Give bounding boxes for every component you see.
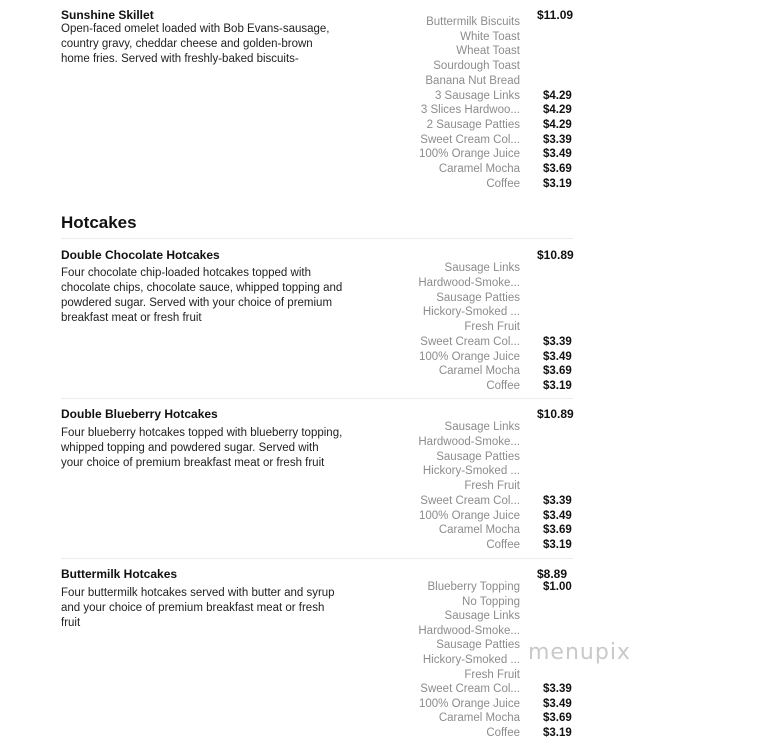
option-price: $1.00 [543,581,572,593]
option-price: $4.29 [543,118,572,131]
option-price: $3.19 [543,380,572,392]
option-label: Hardwood-Smoke... [418,624,520,637]
option-price: $3.39 [543,683,572,696]
option-label: Fresh Fruit [464,321,520,333]
option-label: Caramel Mocha [438,524,520,537]
item-name: Double Blueberry Hotcakes [61,407,218,421]
option-label: Sweet Cream Col... [420,494,520,507]
option-label: Hickory-Smoked ... [422,465,520,478]
item-divider [61,398,573,399]
option-price: $3.39 [543,133,572,146]
option-label: Sausage Links [444,421,520,433]
option-label: Hickory-Smoked ... [422,306,520,319]
option-label: Sausage Patties [436,639,520,652]
item-description: Four buttermilk hotcakes served with butter and syrup and your choice of premium breakfast meat or fresh fruit [61,587,335,629]
option-label: Buttermilk Biscuits [426,16,520,28]
option-label: 3 Slices Hardwoo... [420,104,520,117]
section-heading: Hotcakes [61,213,137,232]
option-label: 100% Orange Juice [418,148,520,161]
item-price: $10.89 [537,248,574,262]
option-price: $3.49 [543,350,572,363]
option-label: Fresh Fruit [464,480,520,492]
option-label: 100% Orange Juice [418,509,520,522]
item-name: Double Chocolate Hotcakes [61,248,220,262]
option-price: $3.19 [543,177,572,190]
option-label: 3 Sausage Links [434,89,520,102]
option-price: $3.39 [543,335,572,348]
option-price: $3.69 [543,365,572,378]
option-label: Sourdough Toast [433,60,520,73]
item-price: $10.89 [537,407,574,421]
option-label: Hickory-Smoked ... [422,654,520,666]
item-name: Sunshine Skillet [61,8,154,22]
option-label: 100% Orange Juice [418,350,520,363]
option-price: $3.39 [543,494,572,507]
option-price: $3.19 [543,539,572,551]
option-label: Caramel Mocha [438,712,520,725]
option-label: 2 Sausage Patties [426,118,520,131]
item-name: Buttermilk Hotcakes [61,567,178,581]
option-label: Caramel Mocha [438,163,520,175]
option-label: Sausage Links [444,262,520,274]
option-label: Coffee [486,539,520,551]
option-label: Sweet Cream Col... [420,683,520,696]
option-label: Sweet Cream Col... [420,133,520,146]
option-label: Sausage Patties [436,291,520,304]
option-label: Sweet Cream Col... [420,335,520,348]
item-divider [61,238,573,239]
item-price: $11.09 [537,8,574,22]
option-label: Coffee [486,380,520,392]
option-label: No Topping [462,595,520,608]
item-price: $8.89 [537,567,568,581]
option-label: Hardwood-Smoke... [418,276,520,289]
watermark-text: menupix [528,640,631,665]
option-label: White Toast [460,30,520,43]
option-price: $4.29 [543,89,572,102]
option-label: Hardwood-Smoke... [418,435,520,448]
option-price: $3.69 [543,163,572,175]
option-price: $3.69 [543,712,572,725]
option-label: Caramel Mocha [438,365,520,378]
option-price: $4.29 [543,104,572,117]
watermark [528,640,648,680]
option-label: Sausage Patties [436,450,520,463]
option-price: $3.49 [543,697,572,710]
item-description: Four chocolate chip-loaded hotcakes topped with chocolate chips, chocolate sauce, whipped topping and powdered sugar. Served with your choice of premium breakfast meat or fresh fruit [61,267,343,324]
option-label: Coffee [486,177,520,190]
item-divider [61,558,573,559]
option-price: $3.49 [543,148,572,161]
option-label: Wheat Toast [456,45,520,58]
option-price: $3.49 [543,509,572,522]
option-label: 100% Orange Juice [418,697,520,710]
item-description: Four blueberry hotcakes topped with blueberry topping, whipped topping and powdered sugar. Served with your choice of premium breakfast meat or fresh fruit [61,427,343,469]
option-label: Fresh Fruit [464,668,520,681]
item-description: Open-faced omelet loaded with Bob Evans-sausage, country gravy, cheddar cheese and golden-brown home fries. Served with freshly-baked biscuits- [61,23,330,65]
option-label: Sausage Links [444,610,520,623]
option-label: Banana Nut Bread [425,74,520,87]
option-label: Blueberry Topping [427,581,520,593]
option-label: Coffee [486,727,520,739]
option-price: $3.69 [543,524,572,537]
option-price: $3.19 [543,727,572,739]
